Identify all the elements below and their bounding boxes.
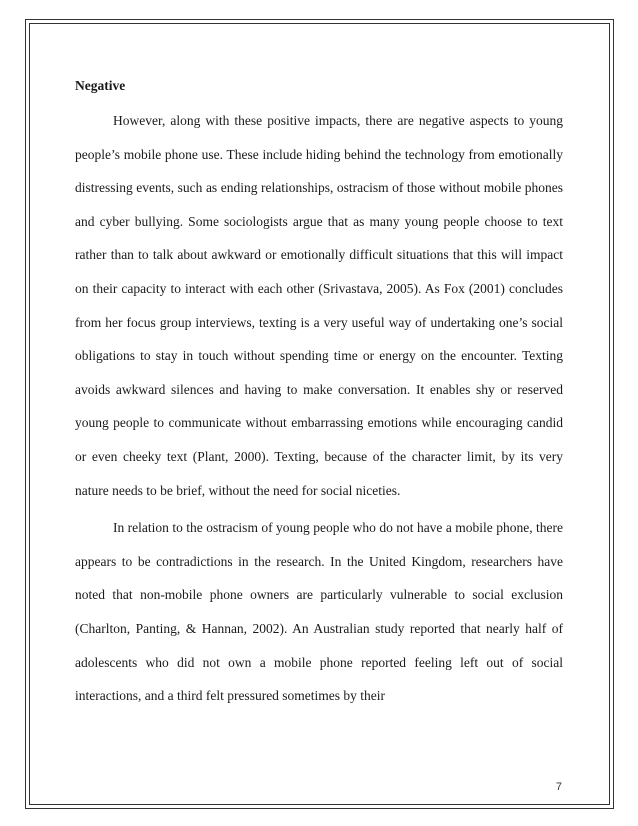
document-body [75,68,563,713]
page-number: 7 [555,781,562,793]
paragraph: In relation to the ostracism of young people who do not have a mobile phone, there appears to be contradictions in the research. In the United Kingdom, researchers have noted that non-mobile phone owners are particularly vulnerable to social exclusion (Charlton, Panting, & Hannan, 2002). An Australian study reported that nearly half of adolescents who did not own a mobile phone reported feeling left out of social interactions, and a third felt pressured sometimes by their [75,520,563,704]
section-heading: Negative [75,78,126,93]
paragraph: However, along with these positive impacts, there are negative aspects to young people’s mobile phone use. These include hiding behind the technology from emotionally distressing events, such as ending relationships, ostracism of those without mobile phones and cyber bullying. Some sociologists argue that as many young people choose to text rather than to talk about awkward or emotionally difficult situations that this will impact on their capacity to interact with each other (Srivastava, 2005). As Fox (2001) concludes from her focus group interviews, texting is a very useful way of undertaking one’s social obligations to stay in touch without spending time or energy on the encounter. Texting avoids awkward silences and having to make conversation. It enables shy or reserved young people to communicate without embarrassing emotions while encouraging candid or even cheeky text (Plant, 2000). Texting, because of the character limit, by its very nature needs to be brief, without the need for social niceties. [75,113,563,498]
